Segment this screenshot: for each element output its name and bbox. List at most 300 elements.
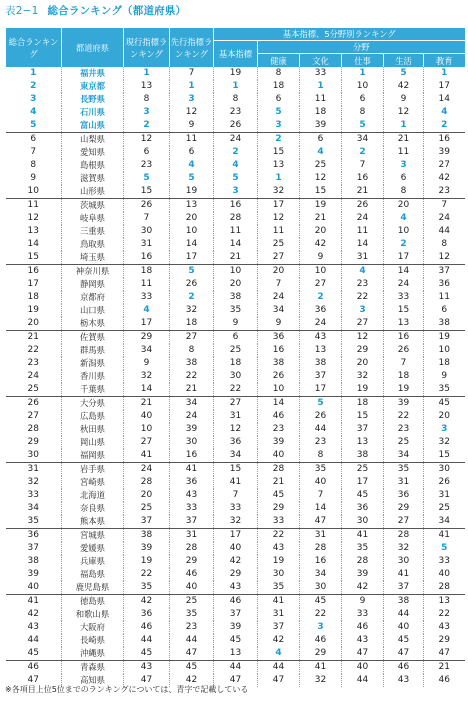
current-rank-cell: 33 [124,291,170,304]
work-rank-cell: 20 [342,357,384,370]
prefecture-cell: 鹿児島県 [62,581,124,595]
overall-rank-cell: 18 [27,292,39,302]
basic-rank-cell: 16 [214,199,258,213]
prefecture-cell: 石川県 [62,106,124,119]
work-rank-cell: 1 [342,67,384,80]
overall-rank-cell: 29 [27,437,39,447]
current-rank-cell: 7 [124,212,170,225]
current-rank-cell: 39 [124,542,170,555]
overall-rank-cell: 40 [27,582,39,592]
basic-rank-cell: 43 [214,581,258,595]
overall-rank-cell: 13 [27,226,39,236]
current-rank-cell: 42 [124,595,170,609]
basic-rank-cell: 8 [214,93,258,106]
overall-rank-cell: 24 [27,371,39,381]
health-rank-cell: 27 [258,251,300,265]
current-rank-cell: 29 [124,331,170,345]
culture-rank-cell: 39 [300,119,342,133]
current-rank-cell: 35 [124,581,170,595]
life-rank-cell: 19 [384,383,424,397]
overall-rank-cell: 42 [27,609,39,619]
overall-rank-cell: 44 [27,635,39,645]
current-rank-cell: 19 [124,555,170,568]
culture-rank-cell: 21 [300,212,342,225]
basic-rank-cell: 18 [214,357,258,370]
leading-rank-cell: 40 [170,581,214,595]
prefecture-cell: 宮城県 [62,529,124,543]
table-row [6,304,465,317]
culture-rank-cell: 31 [300,529,342,543]
education-rank-cell: 47 [424,647,465,661]
current-rank-cell: 27 [124,436,170,449]
life-rank-cell: 23 [384,423,424,436]
life-rank-cell: 45 [384,634,424,647]
work-rank-cell: 33 [342,608,384,621]
leading-rank-cell: 30 [170,436,214,449]
header-field-life: 生活 [384,54,424,68]
current-rank-cell: 47 [124,674,170,687]
work-rank-cell: 41 [342,529,384,543]
prefecture-cell: 岩手県 [62,463,124,477]
culture-rank-cell: 45 [300,595,342,609]
culture-rank-cell: 3 [300,621,342,634]
life-rank-cell: 28 [384,529,424,543]
education-rank-cell: 13 [424,595,465,609]
table-row [6,397,465,411]
current-rank-cell: 17 [124,317,170,331]
table-row [6,436,465,449]
education-rank-cell: 15 [424,449,465,463]
work-rank-cell: 31 [342,251,384,265]
prefecture-cell: 鳥取県 [62,238,124,251]
overall-rank-cell: 5 [30,120,37,130]
prefecture-cell: 沖縄県 [62,647,124,661]
basic-rank-cell: 5 [214,172,258,185]
education-rank-cell: 19 [424,331,465,345]
health-rank-cell: 46 [258,410,300,423]
current-rank-cell: 5 [124,172,170,185]
overall-rank-cell: 17 [27,279,39,289]
education-rank-cell: 1 [424,67,465,80]
overall-rank-cell: 35 [27,516,39,526]
education-rank-cell: 39 [424,146,465,159]
health-rank-cell: 31 [258,608,300,621]
current-rank-cell: 45 [124,647,170,661]
education-rank-cell: 16 [424,133,465,147]
table-row [6,238,465,251]
life-rank-cell: 20 [384,199,424,213]
prefecture-cell: 徳島県 [62,595,124,609]
life-rank-cell: 44 [384,608,424,621]
health-rank-cell: 35 [258,581,300,595]
education-rank-cell: 27 [424,159,465,172]
table-row [6,581,465,595]
current-rank-cell: 23 [124,159,170,172]
overall-rank-cell: 34 [27,503,39,513]
header-field-culture: 文化 [300,54,342,68]
basic-rank-cell: 11 [214,225,258,238]
leading-rank-cell: 28 [170,542,214,555]
header-prefecture: 都道府県 [62,28,124,68]
overall-rank-cell: 33 [27,490,39,500]
health-rank-cell: 44 [258,661,300,675]
overall-rank-cell: 16 [6,265,62,279]
health-rank-cell: 16 [258,344,300,357]
prefecture-cell: 北海道 [62,489,124,502]
table-row [6,370,465,383]
overall-rank-cell: 8 [30,160,37,170]
table-title: 総合ランキング（都道府県） [47,5,187,17]
overall-rank-cell: 14 [27,239,39,249]
work-rank-cell: 17 [342,476,384,489]
work-rank-cell: 29 [342,344,384,357]
current-rank-cell: 20 [124,489,170,502]
health-rank-cell: 15 [258,146,300,159]
education-rank-cell: 43 [424,621,465,634]
education-rank-cell: 21 [424,661,465,675]
culture-rank-cell: 26 [300,410,342,423]
overall-rank-cell: 39 [27,569,39,579]
prefecture-cell: 和歌山県 [62,608,124,621]
current-rank-cell: 4 [124,304,170,317]
basic-rank-cell: 36 [214,436,258,449]
current-rank-cell: 8 [124,93,170,106]
basic-rank-cell: 30 [214,370,258,383]
education-rank-cell: 45 [424,397,465,411]
culture-rank-cell: 42 [300,238,342,251]
work-rank-cell: 25 [342,463,384,477]
work-rank-cell: 7 [342,159,384,172]
life-rank-cell: 2 [384,238,424,251]
basic-rank-cell: 24 [214,133,258,147]
table-row [6,119,465,133]
leading-rank-cell: 41 [170,463,214,477]
table-row [6,93,465,106]
health-rank-cell: 2 [258,133,300,147]
work-rank-cell: 47 [342,647,384,661]
prefecture-cell: 富山県 [62,119,124,133]
table-row [6,383,465,397]
leading-rank-cell: 38 [170,357,214,370]
culture-rank-cell: 40 [300,476,342,489]
life-rank-cell: 12 [384,106,424,119]
education-rank-cell: 41 [424,529,465,543]
table-row [6,621,465,634]
culture-rank-cell: 15 [300,185,342,199]
education-rank-cell: 26 [424,476,465,489]
leading-rank-cell: 21 [170,383,214,397]
health-rank-cell: 25 [258,238,300,251]
education-rank-cell: 17 [424,80,465,93]
leading-rank-cell: 10 [170,225,214,238]
life-rank-cell: 38 [384,595,424,609]
prefecture-cell: 秋田県 [62,423,124,436]
overall-rank-cell: 1 [30,68,37,78]
current-rank-cell: 22 [124,568,170,581]
life-rank-cell: 36 [384,489,424,502]
health-rank-cell: 32 [258,185,300,199]
health-rank-cell: 33 [258,515,300,529]
overall-rank-cell: 27 [27,411,39,421]
health-rank-cell: 21 [258,476,300,489]
life-rank-cell: 32 [384,542,424,555]
culture-rank-cell: 9 [300,251,342,265]
life-rank-cell: 13 [384,317,424,331]
leading-rank-cell: 46 [170,568,214,581]
header-fields-group: 分野 [258,41,465,54]
leading-rank-cell: 32 [170,304,214,317]
work-rank-cell: 9 [342,595,384,609]
culture-rank-cell: 23 [300,436,342,449]
prefecture-cell: 兵庫県 [62,555,124,568]
life-rank-cell: 47 [384,647,424,661]
education-rank-cell: 44 [424,225,465,238]
culture-rank-cell: 2 [300,291,342,304]
culture-rank-cell: 22 [300,608,342,621]
life-rank-cell: 37 [384,581,424,595]
leading-rank-cell: 47 [170,647,214,661]
health-rank-cell: 28 [258,463,300,477]
health-rank-cell: 24 [258,291,300,304]
prefecture-cell: 滋賀県 [62,172,124,185]
leading-rank-cell: 33 [170,502,214,515]
table-row [6,647,465,661]
education-rank-cell: 22 [424,608,465,621]
table-row [6,463,465,477]
culture-rank-cell: 36 [300,304,342,317]
prefecture-cell: 宮崎県 [62,476,124,489]
current-rank-cell: 10 [124,423,170,436]
leading-rank-cell: 5 [170,265,214,279]
prefecture-cell: 茨城県 [62,199,124,213]
culture-rank-cell: 8 [300,449,342,463]
basic-rank-cell: 22 [214,383,258,397]
life-rank-cell: 34 [384,449,424,463]
work-rank-cell: 38 [342,449,384,463]
current-rank-cell: 28 [124,476,170,489]
work-rank-cell: 19 [342,383,384,397]
life-rank-cell: 30 [384,555,424,568]
overall-rank-cell: 36 [6,529,62,543]
header-overall-rank: 総合ランキング [6,28,62,68]
table-row [6,159,465,172]
culture-rank-cell: 20 [300,225,342,238]
table-row [6,146,465,159]
culture-rank-cell: 18 [300,106,342,119]
education-rank-cell: 25 [424,502,465,515]
table-row [6,344,465,357]
culture-rank-cell: 30 [300,581,342,595]
life-rank-cell: 40 [384,621,424,634]
basic-rank-cell: 21 [214,251,258,265]
basic-rank-cell: 42 [214,555,258,568]
work-rank-cell: 26 [342,199,384,213]
culture-rank-cell: 10 [300,265,342,279]
culture-rank-cell: 38 [300,357,342,370]
life-rank-cell: 43 [384,674,424,687]
basic-rank-cell: 1 [214,80,258,93]
culture-rank-cell: 19 [300,199,342,213]
table-row [6,568,465,581]
basic-rank-cell: 37 [214,608,258,621]
culture-rank-cell: 16 [300,555,342,568]
basic-rank-cell: 34 [214,449,258,463]
education-rank-cell: 30 [424,463,465,477]
leading-rank-cell: 19 [170,185,214,199]
prefecture-cell: 福岡県 [62,449,124,463]
life-rank-cell: 46 [384,661,424,675]
work-rank-cell: 40 [342,661,384,675]
table-row [6,225,465,238]
culture-rank-cell: 25 [300,159,342,172]
basic-rank-cell: 32 [214,515,258,529]
current-rank-cell: 31 [124,238,170,251]
overall-rank-cell: 20 [27,318,39,328]
culture-rank-cell: 34 [300,568,342,581]
prefecture-cell: 香川県 [62,370,124,383]
life-rank-cell: 3 [384,159,424,172]
overall-rank-cell: 28 [27,424,39,434]
prefecture-cell: 神奈川県 [62,265,124,279]
culture-rank-cell: 12 [300,172,342,185]
education-rank-cell: 20 [424,410,465,423]
culture-rank-cell: 35 [300,463,342,477]
health-rank-cell: 30 [258,568,300,581]
education-rank-cell: 10 [424,344,465,357]
leading-rank-cell: 23 [170,621,214,634]
life-rank-cell: 24 [384,278,424,291]
overall-rank-cell: 7 [30,147,37,157]
culture-rank-cell: 6 [300,133,342,147]
work-rank-cell: 32 [342,370,384,383]
health-rank-cell: 5 [258,106,300,119]
overall-rank-cell: 19 [27,305,39,315]
work-rank-cell: 24 [342,212,384,225]
basic-rank-cell: 40 [214,542,258,555]
basic-rank-cell: 15 [214,463,258,477]
education-rank-cell: 32 [424,436,465,449]
table-row [6,172,465,185]
education-rank-cell: 8 [424,238,465,251]
work-rank-cell: 43 [342,634,384,647]
table-row [6,185,465,199]
education-rank-cell: 35 [424,383,465,397]
overall-rank-cell: 31 [6,463,62,477]
health-rank-cell: 45 [258,489,300,502]
basic-rank-cell: 25 [214,344,258,357]
current-rank-cell: 3 [124,106,170,119]
basic-rank-cell: 35 [214,304,258,317]
current-rank-cell: 25 [124,502,170,515]
current-rank-cell: 9 [124,357,170,370]
prefecture-cell: 栃木県 [62,317,124,331]
leading-rank-cell: 2 [170,291,214,304]
work-rank-cell: 16 [342,172,384,185]
culture-rank-cell: 44 [300,423,342,436]
current-rank-cell: 16 [124,251,170,265]
header-leading-rank: 先行指標ランキング [170,28,214,68]
leading-rank-cell: 25 [170,595,214,609]
table-row [6,542,465,555]
table-row [6,251,465,265]
life-rank-cell: 6 [384,172,424,185]
health-rank-cell: 6 [258,93,300,106]
life-rank-cell: 39 [384,397,424,411]
basic-rank-cell: 45 [214,634,258,647]
work-rank-cell: 22 [342,291,384,304]
life-rank-cell: 11 [384,146,424,159]
culture-rank-cell: 27 [300,278,342,291]
prefecture-cell: 愛媛県 [62,542,124,555]
education-rank-cell: 12 [424,251,465,265]
education-rank-cell: 6 [424,304,465,317]
current-rank-cell: 21 [124,397,170,411]
health-rank-cell: 4 [258,647,300,661]
health-rank-cell: 39 [258,436,300,449]
table-row [6,476,465,489]
health-rank-cell: 40 [258,449,300,463]
leading-rank-cell: 3 [170,93,214,106]
health-rank-cell: 41 [258,595,300,609]
leading-rank-cell: 39 [170,423,214,436]
basic-rank-cell: 39 [214,621,258,634]
overall-rank-cell: 26 [6,397,62,411]
overall-rank-cell: 38 [27,556,39,566]
current-rank-cell: 44 [124,634,170,647]
work-rank-cell: 6 [342,93,384,106]
health-rank-cell: 19 [258,555,300,568]
table-row [6,423,465,436]
overall-rank-cell: 25 [27,384,39,394]
work-rank-cell: 46 [342,621,384,634]
leading-rank-cell: 43 [170,489,214,502]
leading-rank-cell: 7 [170,67,214,80]
basic-rank-cell: 7 [214,489,258,502]
basic-rank-cell: 13 [214,647,258,661]
education-rank-cell: 5 [424,542,465,555]
header-field-education: 教育 [424,54,465,68]
education-rank-cell: 33 [424,555,465,568]
work-rank-cell: 23 [342,278,384,291]
overall-rank-cell: 2 [30,81,37,91]
current-rank-cell: 32 [124,370,170,383]
basic-rank-cell: 28 [214,212,258,225]
leading-rank-cell: 26 [170,278,214,291]
prefecture-cell: 福井県 [62,67,124,80]
overall-rank-cell: 41 [6,595,62,609]
work-rank-cell: 36 [342,502,384,515]
life-rank-cell: 35 [384,463,424,477]
basic-rank-cell: 47 [214,674,258,687]
life-rank-cell: 26 [384,344,424,357]
basic-rank-cell: 38 [214,291,258,304]
life-rank-cell: 31 [384,476,424,489]
work-rank-cell: 4 [342,265,384,279]
basic-rank-cell: 23 [214,106,258,119]
basic-rank-cell: 3 [214,185,258,199]
prefecture-cell: 山口県 [62,304,124,317]
table-row [6,529,465,543]
life-rank-cell: 1 [384,119,424,133]
overall-rank-cell: 23 [27,358,39,368]
basic-rank-cell: 12 [214,423,258,436]
education-rank-cell: 7 [424,199,465,213]
work-rank-cell: 28 [342,555,384,568]
overall-rank-cell: 46 [6,661,62,675]
education-rank-cell: 36 [424,278,465,291]
health-rank-cell: 26 [258,370,300,383]
overall-rank-cell: 10 [27,186,39,196]
